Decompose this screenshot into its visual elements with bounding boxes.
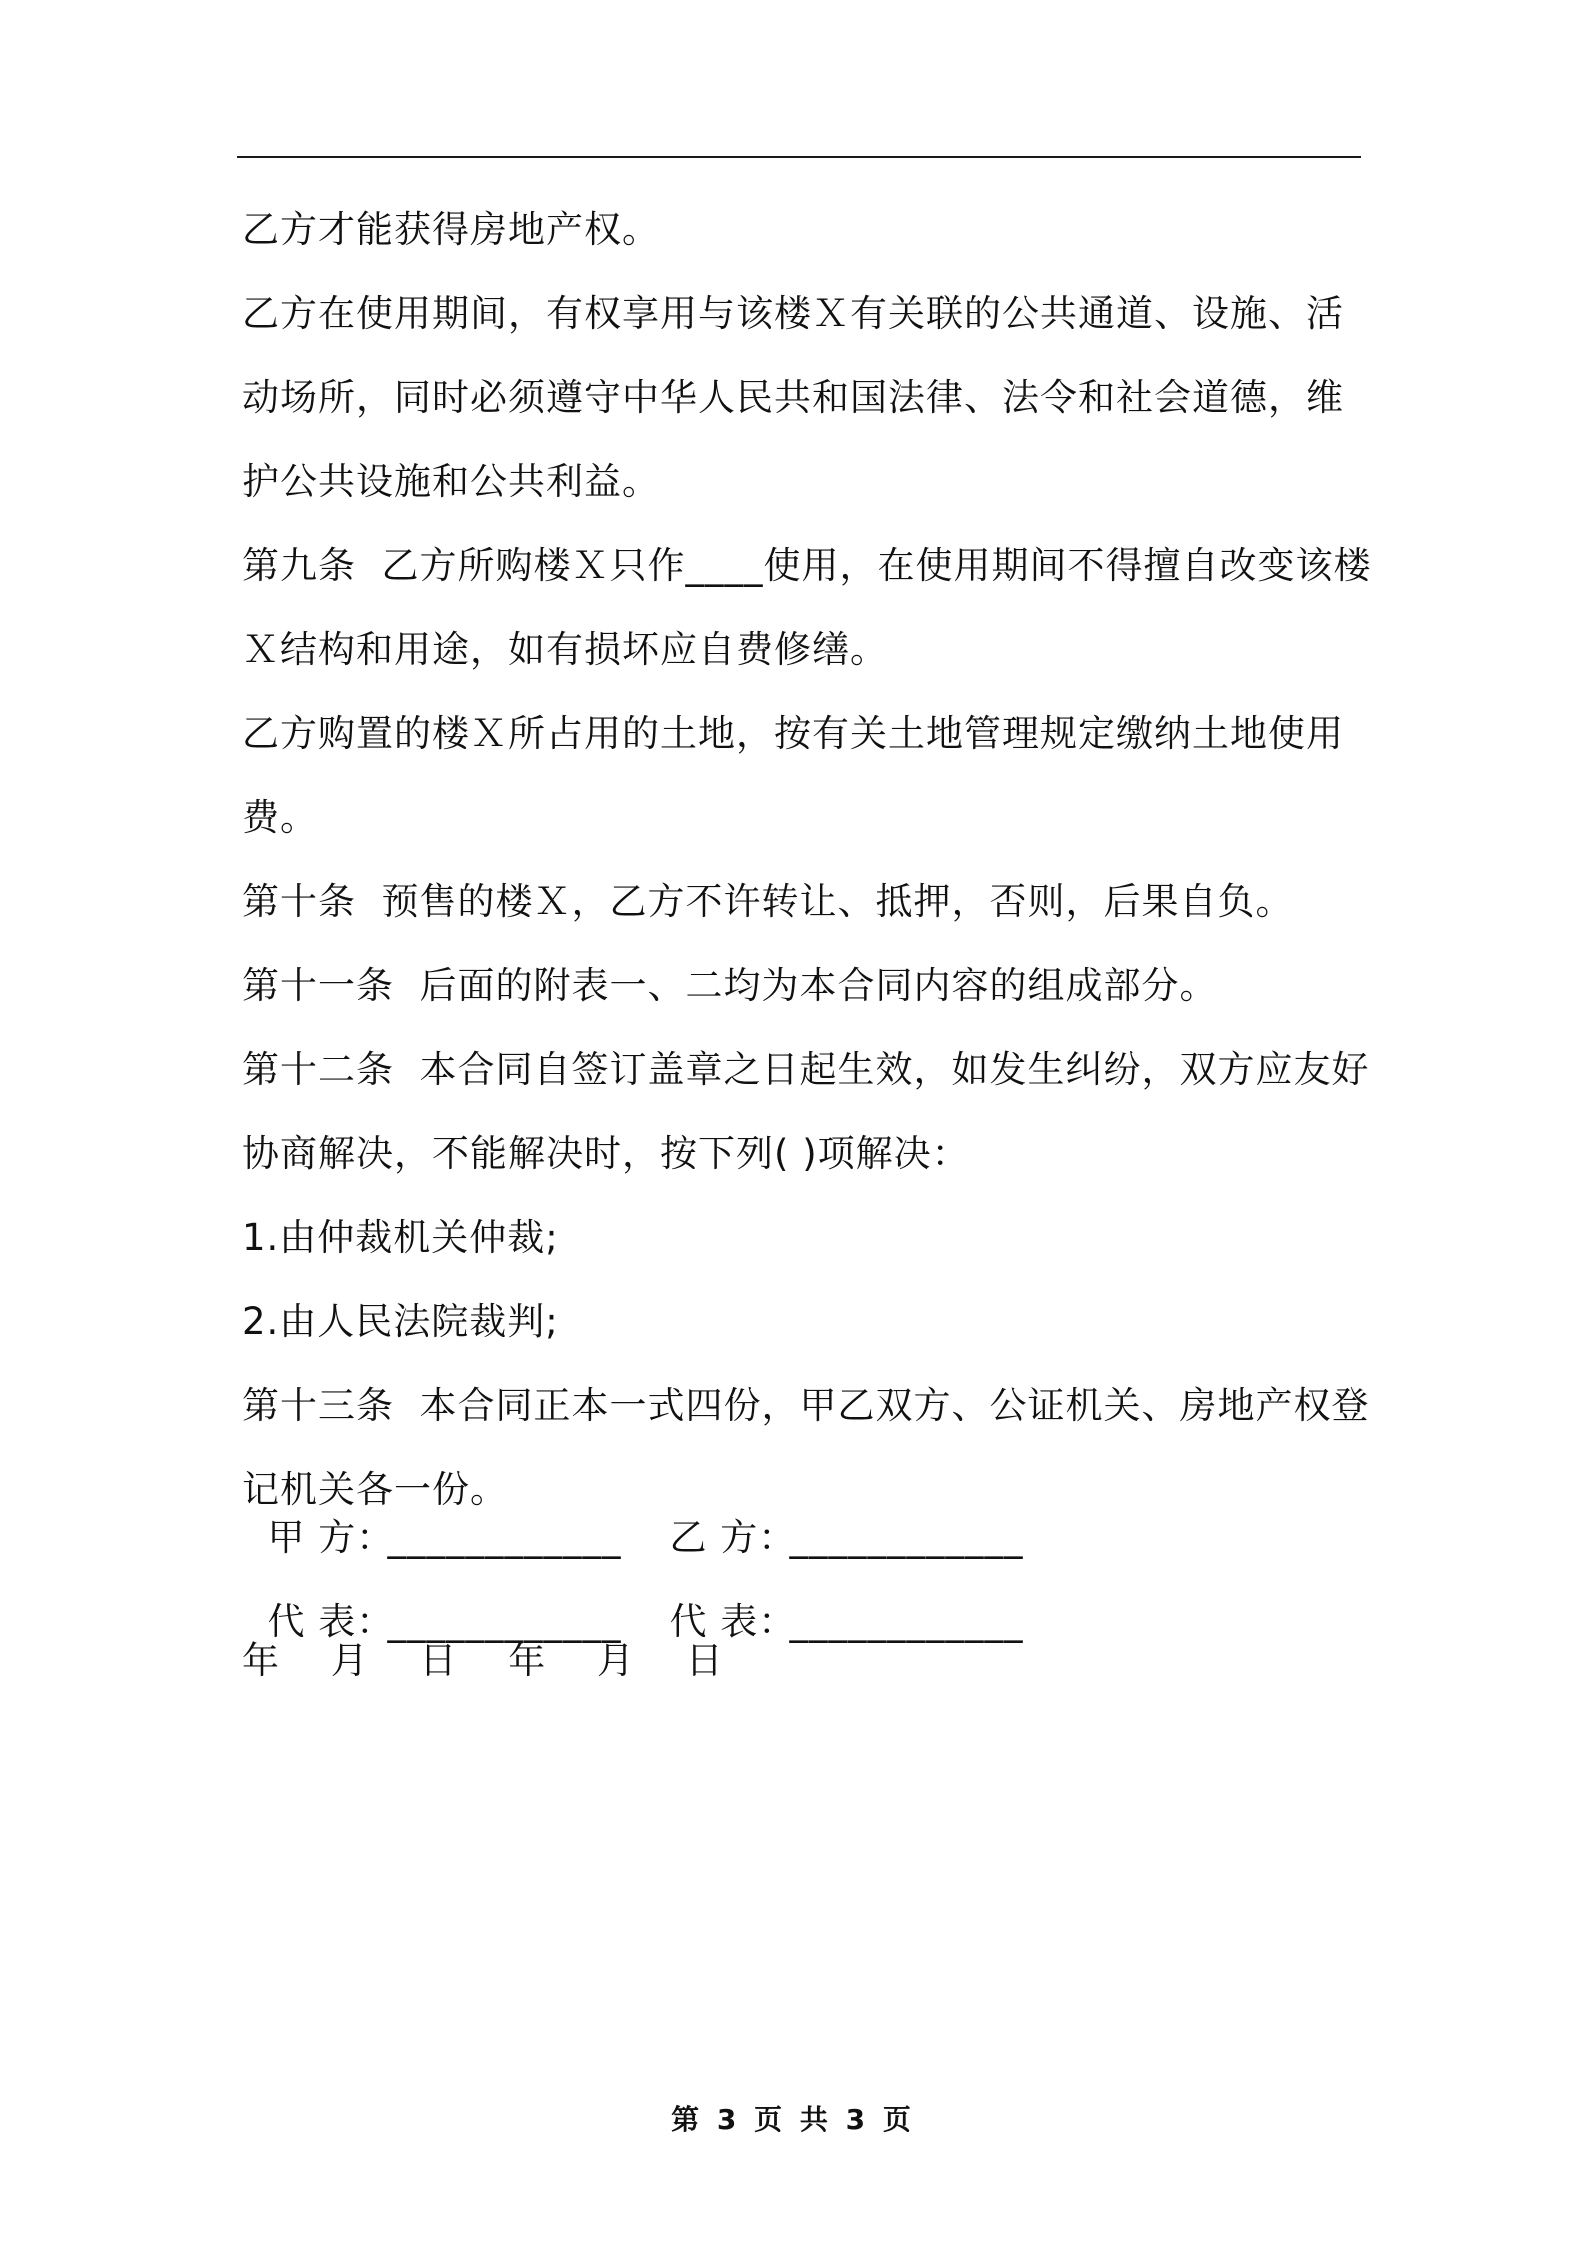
rep-a-label: 代 表：: [267, 1600, 395, 1643]
party-b-label: 乙 方：: [669, 1516, 797, 1559]
article-11: 第十一条 后面的附表一、二均为本合同内容的组成部分。: [242, 964, 1218, 1007]
header-rule: [237, 156, 1361, 158]
signature-date-row: 年 月 日 年 月 日: [242, 1639, 743, 1682]
rep-a-line: ____________: [387, 1600, 622, 1643]
rep-b-label: 代 表：: [669, 1600, 797, 1643]
paragraph-2: 乙方在使用期间，有权享用与该楼Ｘ有关联的公共通道、设施、活动场所，同时必须遵守中华人民共和国法律、法令和社会道德，维护公共设施和公共利益。: [242, 292, 1344, 503]
resolution-option-2: 2.由人民法院裁判;: [242, 1300, 559, 1343]
party-b-line: ____________: [789, 1516, 1024, 1559]
article-9: 第九条 乙方所购楼Ｘ只作____使用，在使用期间不得擅自改变该楼Ｘ结构和用途，如有损坏应自费修缮。: [242, 544, 1372, 671]
resolution-option-1: 1.由仲裁机关仲裁;: [242, 1216, 559, 1259]
paragraph-1: 乙方才能获得房地产权。: [242, 208, 660, 251]
party-a-line: ____________: [387, 1516, 622, 1559]
party-a-label: 甲 方：: [267, 1516, 395, 1559]
signature-party-row: [242, 1464, 1072, 1561]
article-12: 第十二条 本合同自签订盖章之日起生效，如发生纠纷，双方应友好协商解决，不能解决时，按下列( )项解决：: [242, 1048, 1370, 1175]
paragraph-land-fee: 乙方购置的楼Ｘ所占用的土地，按有关土地管理规定缴纳土地使用费。: [242, 712, 1344, 839]
article-10: 第十条 预售的楼Ｘ，乙方不许转让、抵押，否则，后果自负。: [242, 880, 1294, 923]
rep-b-line: ____________: [789, 1600, 1024, 1643]
page-number: 第 3 页 共 3 页: [671, 2103, 915, 2136]
article-13: 第十三条 本合同正本一式四份，甲乙双方、公证机关、房地产权登记机关各一份。: [242, 1384, 1370, 1511]
document-body: [242, 188, 1372, 1532]
